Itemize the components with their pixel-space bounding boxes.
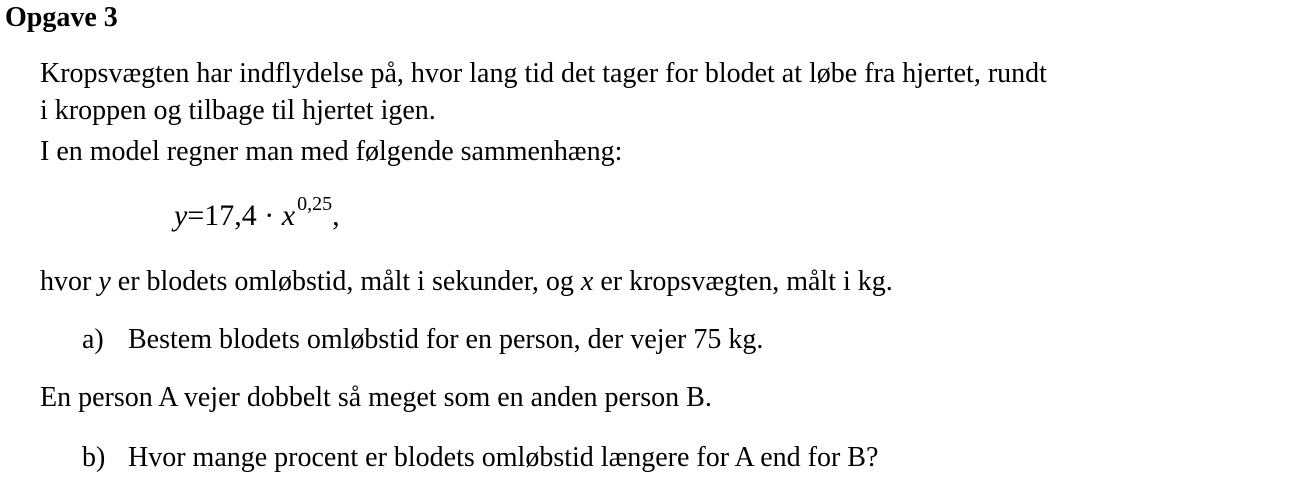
formula-exponent: 0,25 [297, 193, 333, 215]
definition-y-variable: y [98, 266, 111, 297]
intro-line-1: Kropsvægten har indflydelse på, hvor lang tid det tager for blodet at løbe fra hjertet, rundt [40, 58, 1047, 89]
question-b-label: b) [82, 442, 106, 473]
intro-line-2: i kroppen og tilbage til hjertet igen. [40, 95, 436, 126]
formula-trailing-comma: , [332, 199, 340, 232]
definition-part-1: hvor [40, 266, 99, 297]
formula-equals-coefficient: =17,4 · [187, 199, 282, 232]
exercise-heading: Opgave 3 [5, 2, 118, 33]
model-formula [174, 193, 340, 237]
variable-definition [40, 264, 893, 300]
definition-part-3: er kropsvægten, målt i kg. [593, 266, 893, 297]
question-a-text: Bestem blodets omløbstid for en person, der vejer 75 kg. [128, 324, 764, 355]
definition-x-variable: x [580, 266, 594, 297]
question-a-label: a) [82, 324, 104, 355]
question-b-text: Hvor mange procent er blodets omløbstid længere for A end for B? [128, 442, 879, 473]
question-a [82, 322, 763, 358]
intro-line-3: I en model regner man med følgende sammenhæng: [40, 136, 623, 167]
middle-statement: En person A vejer dobbelt så meget som en anden person B. [40, 382, 712, 413]
definition-part-2: er blodets omløbstid, målt i sekunder, og [110, 266, 581, 297]
formula-y-variable: y [174, 199, 188, 232]
question-b [82, 440, 878, 476]
formula-x-variable: x [281, 199, 296, 232]
